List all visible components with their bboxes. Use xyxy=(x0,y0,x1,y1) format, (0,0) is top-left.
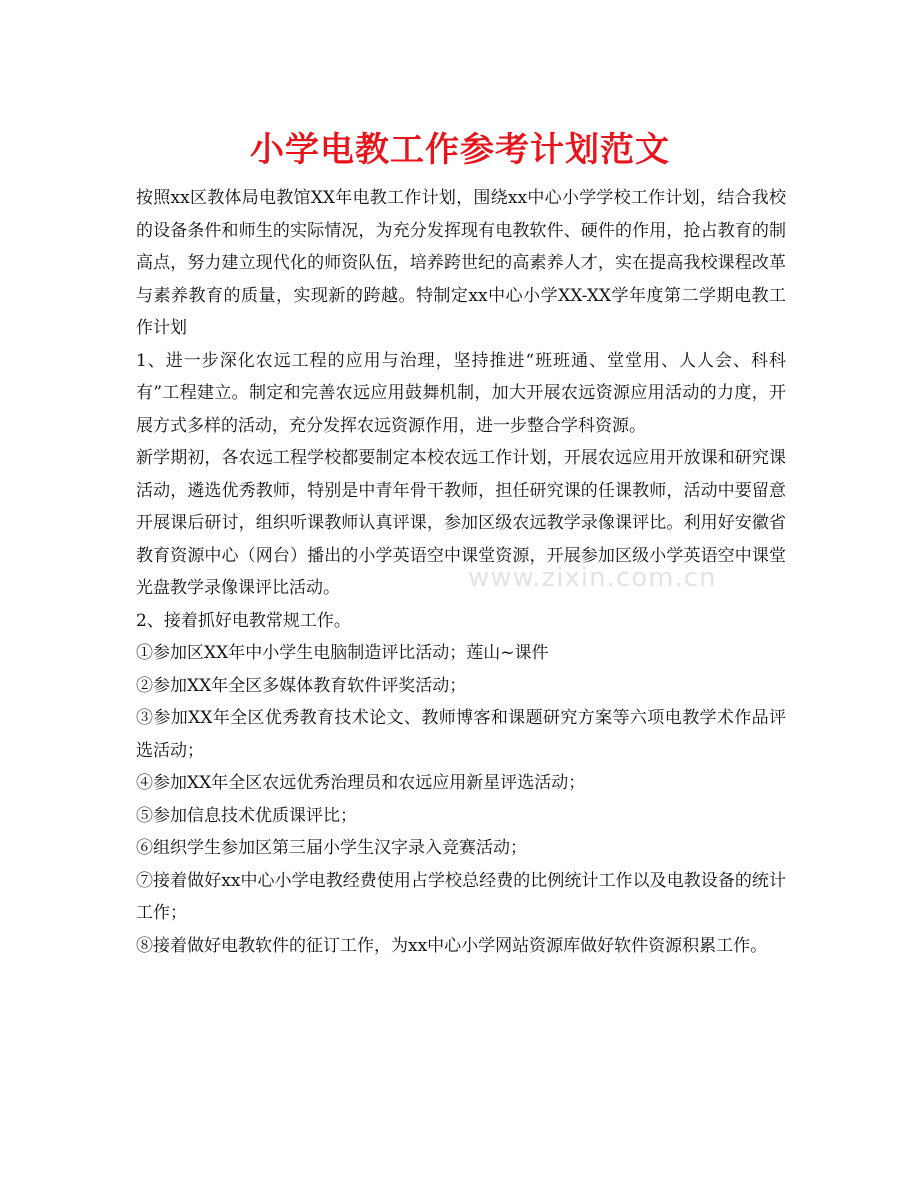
section-1-paragraph: 1、进一步深化农远工程的应用与治理，坚持推进“班班通、堂堂用、人人会、科科有”工程建立。制定和完善农远应用鼓舞机制，加大开展农远资源应用活动的力度，开展方式多样的活动，充分发挥农远资源作用，进一步整合学科资源。 xyxy=(136,350,786,436)
intro-paragraph: 按照xx区教体局电教馆XX年电教工作计划，围绕xx中心小学学校工作计划，结合我校的设备条件和师生的实际情况，为充分发挥现有电教软件、硬件的作用，抢占教育的制高点，努力建立现代化的师资队伍，培养跨世纪的高素养人才，实在提高我校课程改革与素养教育的质量，实现新的跨越。特制定xx中心小学XX-XX学年度第二学期电教工作计划 xyxy=(136,188,786,338)
section-2-heading: 2、接着抓好电教常规工作。 xyxy=(136,610,351,631)
list-item-3: ③参加XX年全区优秀教育技术论文、教师博客和课题研究方案等六项电教学术作品评选活动； xyxy=(136,708,786,761)
list-item-8: ⑧接着做好电教软件的征订工作，为xx中心小学网站资源库做好软件资源积累工作。 xyxy=(136,935,768,956)
document-body xyxy=(136,182,786,962)
watermark: www.zixin.com.cn xyxy=(468,563,717,593)
list-item-4: ④参加XX年全区农远优秀治理员和农远应用新星评选活动； xyxy=(136,773,586,793)
document-title: 小学电教工作参考计划范文 xyxy=(250,130,670,170)
list-item-7: ⑦接着做好xx中心小学电教经费使用占学校总经费的比例统计工作以及电教设备的统计工作； xyxy=(136,870,786,923)
list-item-1: ①参加区XX年中小学生电脑制造评比活动；莲山~课件 xyxy=(136,643,549,663)
list-item-5: ⑤参加信息技术优质课评比； xyxy=(136,805,357,826)
list-item-6: ⑥组织学生参加区第三届小学生汉字录入竞赛活动； xyxy=(136,838,527,858)
new-semester-paragraph: 新学期初，各农远工程学校都要制定本校农远工作计划，开展农远应用开放课和研究课活动，遴选优秀教师，特别是中青年骨干教师，担任研究课的任课教师，活动中要留意开展课后研讨，组织听课教师认真评课，参加区级农远教学录像课评比。利用好安徽省教育资源中心（网台）播出的小学英语空中课堂资源，开展参加区级小学英语空中课堂光盘教学录像课评比活动。 xyxy=(136,448,786,598)
list-item-2: ②参加XX年全区多媒体教育软件评奖活动； xyxy=(136,675,467,696)
